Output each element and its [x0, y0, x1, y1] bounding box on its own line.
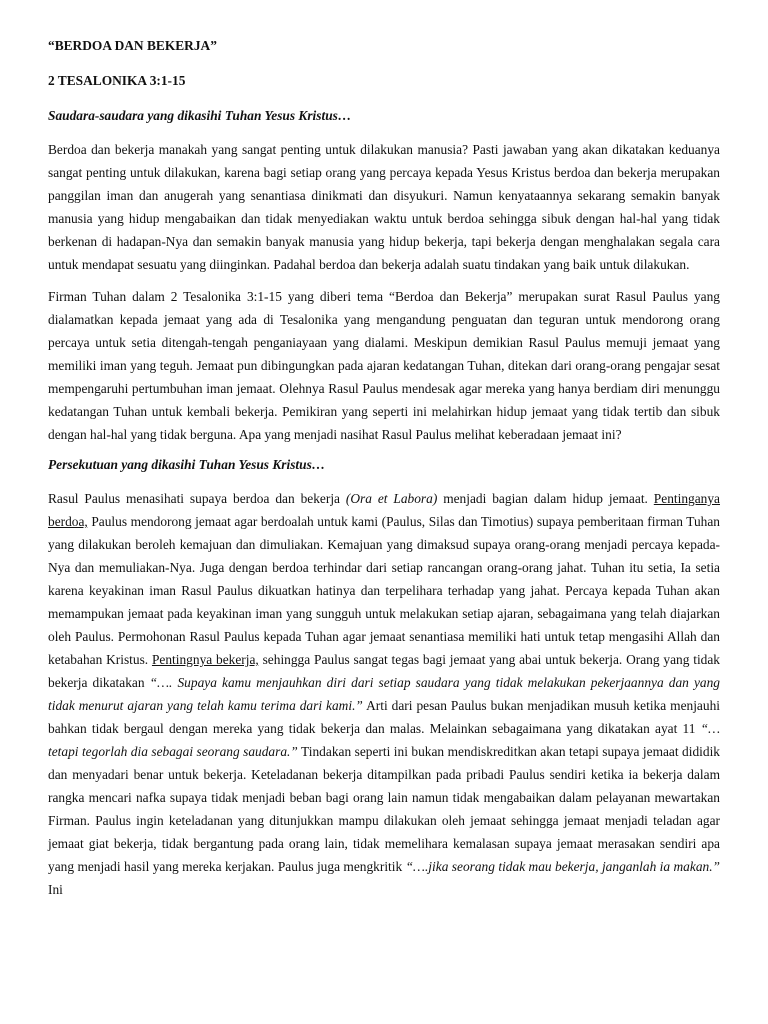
- text-run: Tindakan seperti ini bukan mendiskreditkan akan tetapi supaya jemaat dididik dan menyadari benar untuk bekerja. Keteladanan bekerja ditampilkan pada pribadi Paulus sendiri ketika ia bekerja dalam rangka mencari nafka supaya tidak menjadi beban bagi orang lain namun tidak mengabaikan dalam pelayanan mewartakan Firman. Paulus ingin keteladanan yang ditunjukkan mampu dilakukan oleh jemaat sehingga jemaat menjadi teladan agar jemaat giat bekerja, tidak bergantung pada orang lain, tidak memelihara kemalasan supaya jemaat merasakan sendiri apa yang menjadi hasil yang mereka kerjakan. Paulus juga mengkritik: [48, 744, 721, 874]
- scripture-quote: “….jika seorang tidak mau bekerja, janganlah ia makan.”: [405, 859, 721, 874]
- greeting-heading: Saudara-saudara yang dikasihi Tuhan Yesus Kristus…: [48, 108, 352, 123]
- text-run: Rasul Paulus menasihati supaya berdoa dan bekerja: [48, 491, 346, 506]
- underlined-point-prayer: Pentinganya berdoa,: [48, 491, 720, 529]
- section-heading: Persekutuan yang dikasihi Tuhan Yesus Kristus…: [48, 457, 326, 472]
- paragraph-context: Firman Tuhan dalam 2 Tesalonika 3:1-15 yang diberi tema “Berdoa dan Bekerja” merupakan surat Rasul Paulus yang dialamatkan kepada jemaat yang ada di Tesalonika yang mengandung penguatan dan teguran untuk mendorong orang percaya untuk setia ditengah-tengah penganiayaan yang dialami. Meskipun demikian Rasul Paulus memuji jemaat yang memiliki iman yang teguh. Jemaat pun dibingungkan pada ajaran kedatangan Tuhan, ditekan dari orang-orang pengajar sesat mempengaruhi pertumbuhan iman jemaat. Olehnya Rasul Paulus mendesak agar mereka yang hanya berdiam diri menunggu kedatangan Tuhan untuk kembali bekerja. Pemikiran yang seperti ini melahirkan hidup jemaat yang tidak tertib dan sibuk dengan hal-hal yang tidak berguna. Apa yang menjadi nasihat Rasul Paulus melihat keberadaan jemaat ini?: [48, 289, 720, 442]
- text-run: menjadi bagian dalam hidup jemaat.: [437, 491, 654, 506]
- text-run: sehingga Paulus sangat tegas bagi jemaat yang abai untuk bekerja. Orang yang tidak bekerja dikatakan: [48, 652, 720, 690]
- scripture-quote: “…tetapi tegorlah dia sebagai seorang saudara.”: [48, 721, 720, 759]
- paragraph-exhortation: [48, 487, 720, 901]
- scripture-quote: “…. Supaya kamu menjauhkan diri dari setiap saudara yang tidak melakukan pekerjaannya dan yang tidak menurut ajaran yang telah kamu terima dari kami.”: [48, 675, 720, 713]
- paragraph-intro: Berdoa dan bekerja manakah yang sangat penting untuk dilakukan manusia? Pasti jawaban yang akan dikatakan keduanya sangat penting untuk dilakukan, karena bagi setiap orang yang percaya kepada Yesus Kristus berdoa dan bekerja merupakan panggilan iman dan anugerah yang senantiasa dinikmati dan disyukuri. Namun kenyataannya sekarang semakin banyak manusia yang hidup mengabaikan dan tidak menyediakan waktu untuk berdoa sehingga sibuk dengan hal-hal yang tidak berkenan di hadapan-Nya dan semakin banyak manusia yang hidup bekerja, tapi bekerja dengan menghalakan segala cara untuk mendapat sesuatu yang diinginkan. Padahal berdoa dan bekerja adalah suatu tindakan yang baik untuk dilakukan.: [48, 142, 720, 272]
- text-run: Ini: [48, 882, 63, 897]
- scripture-reference: 2 TESALONIKA 3:1-15: [48, 73, 186, 88]
- text-run: Arti dari pesan Paulus bukan menjadikan musuh ketika menjauhi bahkan tidak bergaul dengan mereka yang tidak bekerja dan malas. Melainkan sebagaimana yang dikatakan ayat 11: [48, 698, 720, 736]
- document-title: “BERDOA DAN BEKERJA”: [48, 38, 217, 53]
- document-page: [48, 36, 720, 910]
- latin-phrase: (Ora et Labora): [345, 491, 438, 506]
- text-run: Paulus mendorong jemaat agar berdoalah untuk kami (Paulus, Silas dan Timotius) supaya pemberitaan firman Tuhan yang dilakukan beroleh kemajuan dan dimuliakan. Kemajuan yang dimaksud supaya orang-orang menjadi percaya kepada-Nya dan memuliakan-Nya. Juga dengan berdoa terhindar dari setiap rancangan orang-orang jahat. Tuhan itu setia, Ia setia karena keyakinan iman Rasul Paulus dikuatkan hatinya dan terpelihara terhadap yang jahat. Percaya kepada Tuhan akan memampukan jemaat pada keyakinan iman yang sungguh untuk melakukan setiap ajaran, sebagaimana yang telah diajarkan oleh Paulus. Permohonan Rasul Paulus kepada Tuhan agar jemaat senantiasa memiliki hati untuk tetap mengasihi Allah dan ketabahan Kristus.: [48, 514, 720, 667]
- underlined-point-work: Pentingnya bekerja,: [151, 652, 259, 667]
